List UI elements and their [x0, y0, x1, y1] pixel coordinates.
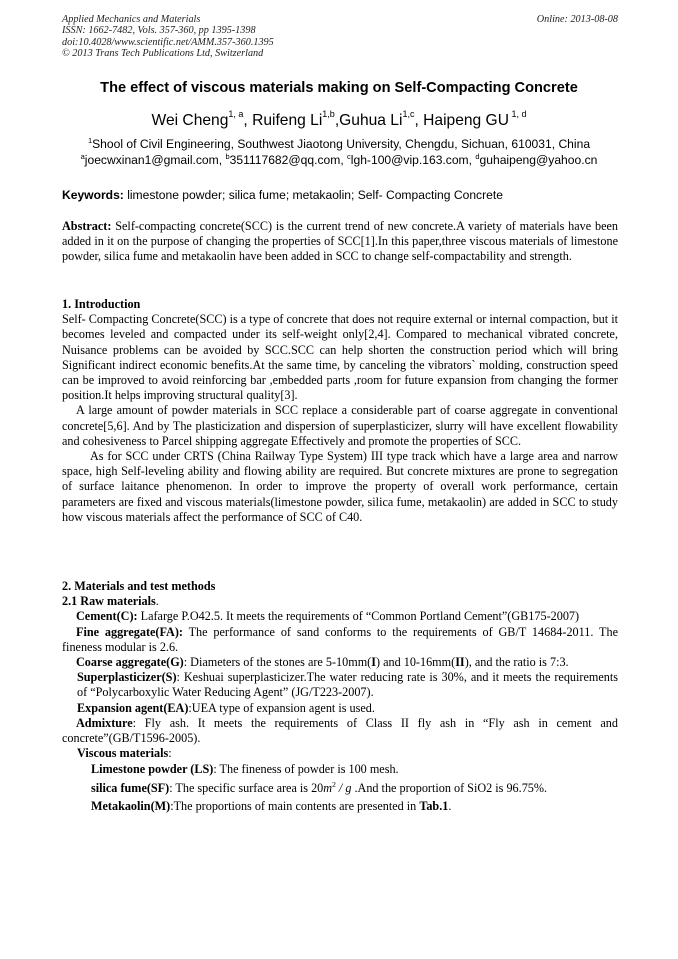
journal-name: Applied Mechanics and Materials [62, 14, 201, 25]
section-heading: 2. Materials and test methods [62, 579, 216, 593]
affiliation-line: $^1$Shool of Civil Engineering, Southwest Jiaotong University, Chengdu, Sichuan, 610031, China [87, 136, 591, 151]
table-reference[interactable]: Tab.1 [419, 798, 449, 813]
abstract [62, 219, 618, 265]
material-item-silica-fume: silica fume(SF): The specific surface area is $20m^2$ / g .And the proportion of SiO2 is 96.75%. [91, 779, 548, 795]
email-link[interactable]: 351117682@qq.com, [229, 152, 348, 167]
author-name: Haipeng GU [423, 112, 509, 129]
material-item-cement: Cement(C): Lafarge P.O42.5. It meets the requirements of “Common Portland Cement”(GB175-2007) [76, 609, 580, 624]
section-heading: 1. Introduction [62, 297, 141, 311]
paragraph: A large amount of powder materials in SCC replace a considerable part of coarse aggregate in conventional concrete[5,6]. And by The plasticization and dispersion of superplasticizer, slurry will have excellent flowability and cohesiveness to Parcel shipping aggregate Effectively and promote the properties of SCC. [62, 403, 618, 448]
author-name: Wei Cheng [151, 112, 229, 129]
abstract-text: Self-compacting concrete(SCC) is the current trend of new concrete.A variety of materials have been added in it on the purpose of changing the properties of SCC[1].In this paper,three viscous materials of limestone powder, silica fume and metakaolin have been added in SCC to change self-compactability and strength. [62, 219, 618, 264]
unit-formula: $m^2$ / g [323, 779, 352, 795]
email-line: $^a$joecwxinan1@gmail.com, $^b$351117682@qq.com, $^c$lgh-100@vip.163.com, $^d$guhaipeng@yahoo.cn [80, 151, 598, 167]
material-item-expansion-agent: Expansion agent(EA):UEA type of expansion agent is used. [77, 700, 375, 715]
author-sup: 1,b [322, 109, 335, 119]
journal-header [62, 14, 618, 60]
affiliation-block [0, 137, 678, 168]
paper-title: The effect of viscous materials making on Self-Compacting Concrete [100, 80, 578, 96]
material-item-coarse-aggregate: Coarse aggregate(G): Diameters of the stones are 5-10mm(I) and 10-16mm(II), and the ratio is 7:3. [76, 655, 569, 670]
material-item-admixture: Admixture: Fly ash. It meets the requirements of Class II fly ash in “Fly ash in cement and concrete”(GB/T1596-2005). [62, 715, 618, 746]
issn-line: ISSN: 1662-7482, Vols. 357-360, pp 1395-1398 [62, 25, 256, 37]
material-item-superplasticizer: Superplasticizer(S): Keshuai superplasticizer.The water reducing rate is 30%, and it meets the requirements of “Polycarboxylic Water Reducing Agent” (JG/T223-2007). [77, 670, 618, 700]
paragraph: Self- Compacting Concrete(SCC) is a type of concrete that does not require external or internal compaction, but it becomes leveled and compacted under its self-weight only[2,4]. Compared to mechanical vibrated concrete, Nuisance problems can be avoided by SCC.SCC can help shorten the construction period which will bring Significant indirect economic benefits.At the same time, by canceling the vibrators` molding, construction speed can be improved to avoid reinforcing bar ,embedded parts ,room for future expansion from changing the former position.It helps improving structural quality[3]. [62, 312, 618, 403]
online-date: Online: 2013-08-08 [536, 14, 618, 25]
material-item-fine-aggregate: Fine aggregate(FA): The performance of sand conforms to the requirements of GB/T 14684-2011. The fineness modular is 2.6. [62, 624, 618, 654]
author-sup: 1, a [228, 109, 244, 119]
author-sup: 1, d [508, 109, 527, 119]
doi-line[interactable]: doi:10.4028/www.scientific.net/AMM.357-360.1395 [62, 36, 274, 48]
material-item-metakaolin: Metakaolin(M):The proportions of main contents are presented in Tab.1. [91, 798, 452, 813]
keywords [62, 188, 618, 202]
author-name: Guhua Li [339, 112, 403, 129]
keywords-label: Keywords: [62, 188, 124, 202]
abstract-label: Abstract: [62, 219, 112, 233]
email-link[interactable]: lgh-100@vip.163.com, [350, 152, 476, 167]
introduction-section [62, 297, 618, 525]
author-list: Wei Cheng$^{1, a}$, Ruifeng Li$^{1,b}$,Guhua Li$^{1,c}$, Haipeng GU $^{1, d}$ [151, 109, 527, 129]
email-link[interactable]: guhaipeng@yahoo.cn [479, 152, 598, 167]
keywords-text: limestone powder; silica fume; metakaolin; Self- Compacting Concrete [123, 188, 503, 202]
copyright-line: © 2013 Trans Tech Publications Ltd, Switzerland [62, 48, 264, 60]
author-name: Ruifeng Li [252, 112, 323, 129]
email-link[interactable]: joecwxinan1@gmail.com, [84, 152, 226, 167]
material-item-limestone: Limestone powder (LS): The fineness of powder is 100 mesh. [91, 762, 399, 777]
author-sup: 1,c [402, 109, 415, 119]
paragraph: As for SCC under CRTS (China Railway Type System) III type track which have a large area and narrow space, high Self-leveling ability and flowing ability are required. But concrete mixtures are prone to segregation of surface laitance phenomenon. In order to improve the property of overall work performance, certain parameters are fixed and viscous materials(limestone powder, silica fume, metakaolin) are added in SCC to study how viscous materials affect the performance of SCC of C40. [62, 449, 618, 524]
subsection-heading: 2.1 Raw materials [62, 594, 156, 609]
material-item-viscous: Viscous materials: [77, 746, 172, 761]
methods-section: 2. Materials and test methods 2.1 Raw materials. Cement(C): Lafarge P.O42.5. It meets the requirements of “Common Portland Cement”(GB175-2007) Fine aggregate(FA): The performance of sand conforms to the requirements of GB/T 14684-2011. The fineness modular is 2.6. Coarse aggregate(G): Diameters of the stones are 5-10mm(I) and 10-16mm(II), and the ratio is 7:3. Superplasticizer(S): Keshuai superplasticizer.The water reducing rate is 30%, and it meets the requirements of “Polycarboxylic Water Reducing Agent” (JG/T223-2007). Expansion agent(EA):UEA type of expansion agent is used. Admixture: Fly ash. It meets the requirements of Class II fly ash in “Fly ash in cement and concrete”(GB/T1596-2005). Viscous materials: Limestone powder (LS): The fineness of powder is 100 mesh. silica fume(SF): The specific surface area is $20m^2$ / g .And the proportion of SiO2 is 96.75%. Metakaolin(M):The proportions of main contents are presented in Tab.1. [62, 579, 618, 813]
